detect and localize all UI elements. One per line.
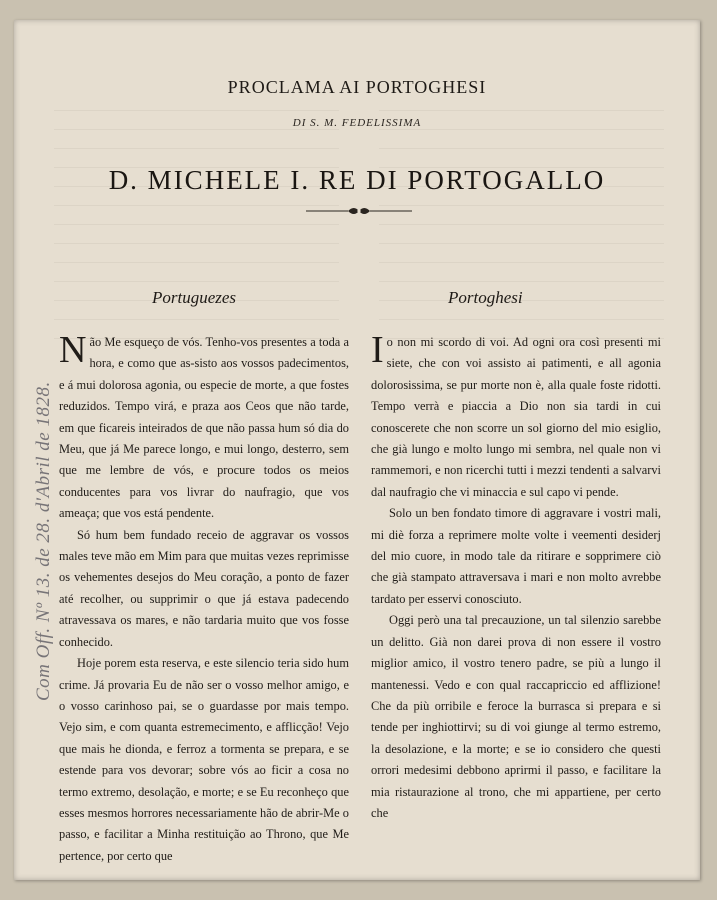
left-column-text bbox=[59, 329, 349, 867]
right-paragraph: o non mi scordo di voi. Ad ogni ora così presenti mi siete, che con voi assisto ai patimenti, e all agonia dolorosissima, se pur morte non è, alla quale foste ridotti. Tempo verrà e piaccia a Dio non sia tardi in cui conoscerete che non scorre un sol giorno del mio esiglio, che già lungo e molto lungo mi sembra, nel quale non vi rammemori, e non ricerchi tutti i mezzi tendenti a salvarvi dal naufragio che vi minaccia e sul capo vi pende. bbox=[371, 335, 661, 499]
right-paragraph: Solo un ben fondato timore di aggravare i vostri mali, mi diè forza a reprimere molte volte i veementi desiderj del mio cuore, in modo tale da ritirare e sopprimere ciò che già stampato attraversava i mari e non molto avrebbe tardato per esservi conosciuto. bbox=[371, 506, 661, 606]
reverse-side-show-through bbox=[379, 110, 664, 350]
right-column-text bbox=[371, 329, 661, 824]
proclamation-heading: D. MICHELE I. RE DI PORTOGALLO bbox=[108, 165, 606, 195]
left-paragraph: Hoje porem esta reserva, e este silencio teria sido hum crime. Já provaria Eu de não ser o vosso melhor amigo, e o vosso carinhoso pai, se o guardasse por mais tempo. Vejo sim, e com quanta estremecimento, e afflicção! Vejo que mais he dionda, e ferroz a tormenta se prepara, e se estende para vos devorar; sobre vós ao ficir a cosa no termo extremo, desolação, e morte; e se Eu reconheço que esses mesmos horrores necessariamente hão de abrir-Me o passo, e facilitar a Minha restituição ao Throno, que Me pertence, por certo que bbox=[59, 656, 349, 863]
ornament-divider-icon bbox=[304, 204, 414, 218]
right-drop-cap: I bbox=[371, 329, 384, 371]
proclamation-title: PROCLAMA AI PORTOGHESI bbox=[227, 77, 487, 97]
document-page bbox=[14, 20, 700, 880]
reverse-side-show-through bbox=[54, 110, 339, 350]
left-column-heading: Portuguezes bbox=[152, 288, 237, 307]
left-paragraph: Só hum bem fundado receio de aggravar os vossos males teve mão em Mim para que muitas vezes reprimisse os vehementes desejos do Meu coração, a ponto de fazer até recolher, ou supprimir o que já estava padecendo atravessava os mares, e não tardaria muito que vos fosse conhecido. bbox=[59, 527, 349, 649]
proclamation-subtitle: DI S. M. FEDELISSIMA bbox=[292, 117, 422, 129]
left-paragraph: ão Me esqueço de vós. Tenho-vos presentes a toda a hora, e como que as-sisto aos vossos padecimentos, e á mui dolorosa agonia, ou especie de morte, a que fostes reduzidos. Tempo virá, e praza aos Ceos que não tarde, em que ficareis inteirados de que não passa hum só dia do Meu, que já Me parece longo, e mui longo, desterro, sem que me lembre de vós, e procure todos os meios conducentes para vos livrar do naufragio, que vos ameaça; que vos está pendente. bbox=[59, 335, 349, 521]
right-paragraph: Oggi però una tal precauzione, un tal silenzio sarebbe un delitto. Già non darei prova di non essere il vostro miglior amico, il vostro tenero padre, se più a lungo il mantenessi. Vedo e con qual raccapriccio ed afflizione! Che da più orribile e feroce la burrasca si prepara e si tende per inghiottirvi; su di voi giunge al termo estremo, la desolazione, e la morte; e se io considero che questi orrori medesimi debbono aprirmi il passo, e facilitare la mia ristaurazione al trono, che mi appartiene, per certo che bbox=[371, 613, 661, 820]
left-drop-cap: N bbox=[59, 329, 87, 371]
handwritten-margin-note: Com Off. Nº 13. de 28. d'Abril de 1828. bbox=[33, 381, 54, 701]
right-column-heading: Portoghesi bbox=[448, 288, 523, 307]
